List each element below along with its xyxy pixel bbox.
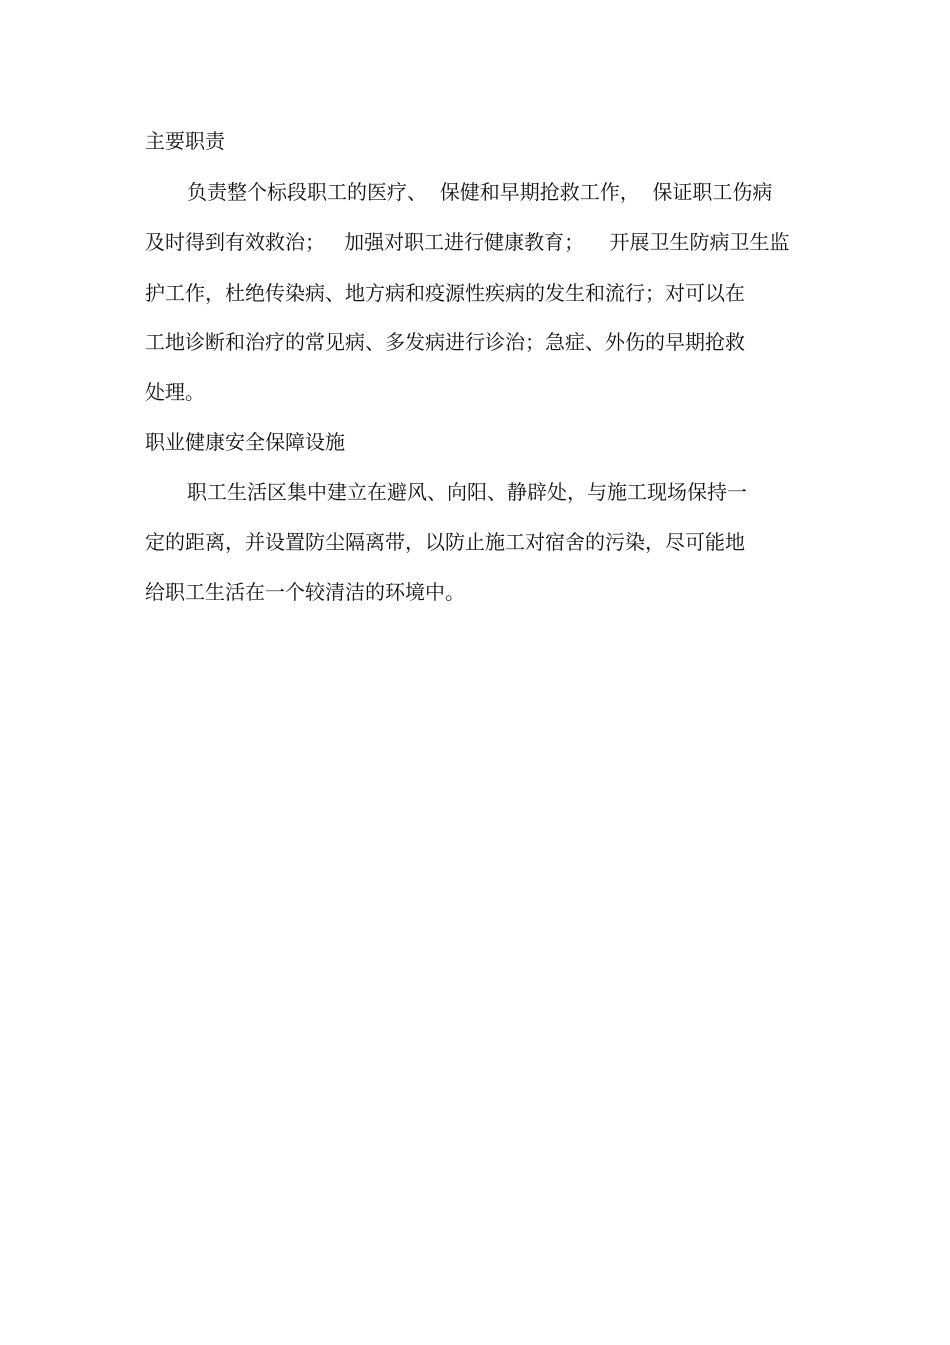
section-heading-occupational-safety: 职业健康安全保障设施 bbox=[145, 430, 345, 454]
paragraph-line: 负责整个标段职工的医疗、 保健和早期抢救工作， 保证职工伤病 bbox=[187, 180, 773, 204]
paragraph-line: 处理。 bbox=[145, 380, 205, 404]
section-heading-main-duties: 主要职责 bbox=[145, 129, 225, 153]
paragraph-line: 给职工生活在一个较清洁的环境中。 bbox=[145, 580, 465, 604]
paragraph-line: 工地诊断和治疗的常见病、多发病进行诊治；急症、外伤的早期抢救 bbox=[145, 330, 745, 354]
paragraph-line: 定的距离，并设置防尘隔离带，以防止施工对宿舍的污染，尽可能地 bbox=[145, 530, 745, 554]
paragraph-line: 职工生活区集中建立在避风、向阳、静辟处，与施工现场保持一 bbox=[187, 480, 747, 504]
paragraph-line: 护工作，杜绝传染病、地方病和疫源性疾病的发生和流行；对可以在 bbox=[145, 281, 745, 305]
paragraph-line: 及时得到有效救治； 加强对职工进行健康教育； 开展卫生防病卫生监 bbox=[145, 230, 790, 254]
